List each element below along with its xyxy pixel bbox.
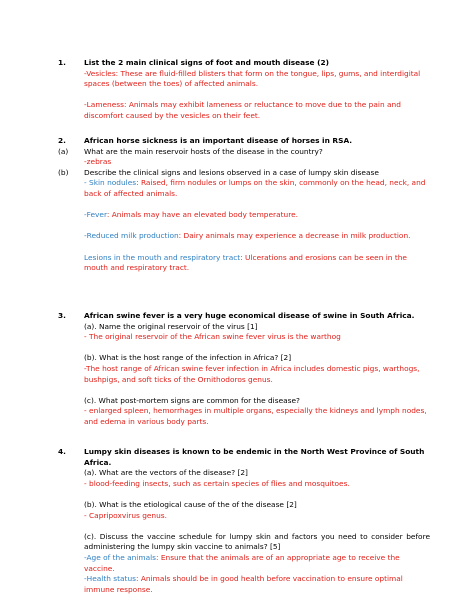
subquestion-text: Describe the clinical signs and lesions observed in a case of lumpy skin disease (84, 167, 379, 177)
answer-reservoir: - The original reservoir of the African swine fever virus is the warthog (84, 332, 341, 342)
question-number: 4. (58, 447, 66, 456)
answer-health-factor (84, 574, 430, 595)
subquestion-label: (a) (58, 146, 69, 156)
question-3 (58, 311, 430, 428)
answer-lesions (84, 253, 430, 274)
answer-value: : Animals may have an elevated body temperature. (106, 210, 298, 220)
answer-lameness: -Lameness: Animals may exhibit lameness or reluctance to move due to the pain and discomfort caused by the vesicles on their feet. (84, 100, 401, 120)
question-4 (58, 447, 430, 595)
subquestion-text: What are the main reservoir hosts of the disease in the country? (84, 146, 323, 156)
answer-value: : Animals should be in good health before vaccination to ensure optimal immune response. (84, 574, 403, 594)
subquestion-b: (b). What is the etiological cause of the of the disease [2] (84, 499, 297, 509)
subquestion-b (58, 168, 430, 179)
answer-age-factor (84, 553, 430, 574)
answer-value: : Ulcerations and erosions can be seen in the mouth and respiratory tract. (84, 252, 407, 273)
question-title: African swine fever is a very huge economical disease of swine in South Africa. (84, 311, 415, 320)
question-2 (58, 136, 430, 274)
subquestion-b: (b). What is the host range of the infection in Africa? [2] (84, 353, 292, 363)
answer-key: -Age of the animals (84, 552, 156, 562)
question-title: African horse sickness is an important disease of horses in RSA. (84, 136, 353, 145)
answer-key: - Skin nodules (84, 178, 137, 188)
answer-fever (84, 210, 430, 221)
answer-skin-nodules (84, 178, 430, 199)
subquestion-a: (a). What are the vectors of the disease? [2] (84, 468, 248, 478)
answer-vesicles: -Vesicles: These are fluid-filled blisters that form on the tongue, lips, gums, and interdigital spaces (between the toes) of affected animals. (84, 68, 421, 89)
question-title: List the 2 main clinical signs of foot and mouth disease (2) (84, 58, 330, 67)
subquestion-a: (a). Name the original reservoir of the virus [1] (84, 321, 258, 331)
answer-value: : Raised, firm nodules or lumps on the skin, commonly on the head, neck, and back of affected animals. (84, 178, 426, 198)
answer-key: Lesions in the mouth and respiratory tract (84, 252, 241, 262)
question-number: 1. (58, 58, 66, 67)
answer-value: : Dairy animals may experience a decrease in milk production. (178, 231, 411, 241)
question-number: 3. (58, 311, 66, 320)
subquestion-c: (c). Discuss the vaccine schedule for lumpy skin and factors you need to consider before administering the lumpy skin vaccine to animals? [5] (84, 531, 430, 552)
answer-host-range: -The host range of African swine fever infection in Africa includes domestic pigs, warthogs, bushpigs, and soft ticks of the Ornithodoros genus. (84, 363, 420, 384)
answer-reservoir: -zebras (84, 157, 112, 167)
answer-key: -Health status (84, 574, 136, 584)
subquestion-label: (b) (58, 167, 69, 177)
answer-key: -Reduced milk production (84, 231, 179, 241)
question-number: 2. (58, 136, 66, 145)
answer-post-mortem: - enlarged spleen, hemorrhages in multiple organs, especially the kidneys and lymph nodes, and edema in various body parts. (84, 406, 427, 426)
question-title: Lumpy skin diseases is known to be endemic in the North West Province of South Africa. (84, 447, 425, 467)
answer-value: : Ensure that the animals are of an appropriate age to receive the vaccine. (84, 552, 400, 573)
answer-key: -Fever (84, 210, 107, 220)
subquestion-a (58, 147, 430, 158)
question-1 (58, 58, 430, 122)
answer-etiology: - Capripoxvirus genus. (84, 510, 168, 520)
answer-milk-production (84, 231, 430, 242)
answer-vectors: - blood-feeding insects, such as certain species of flies and mosquitoes. (84, 478, 350, 488)
subquestion-c: (c). What post-mortem signs are common for the disease? (84, 395, 300, 405)
